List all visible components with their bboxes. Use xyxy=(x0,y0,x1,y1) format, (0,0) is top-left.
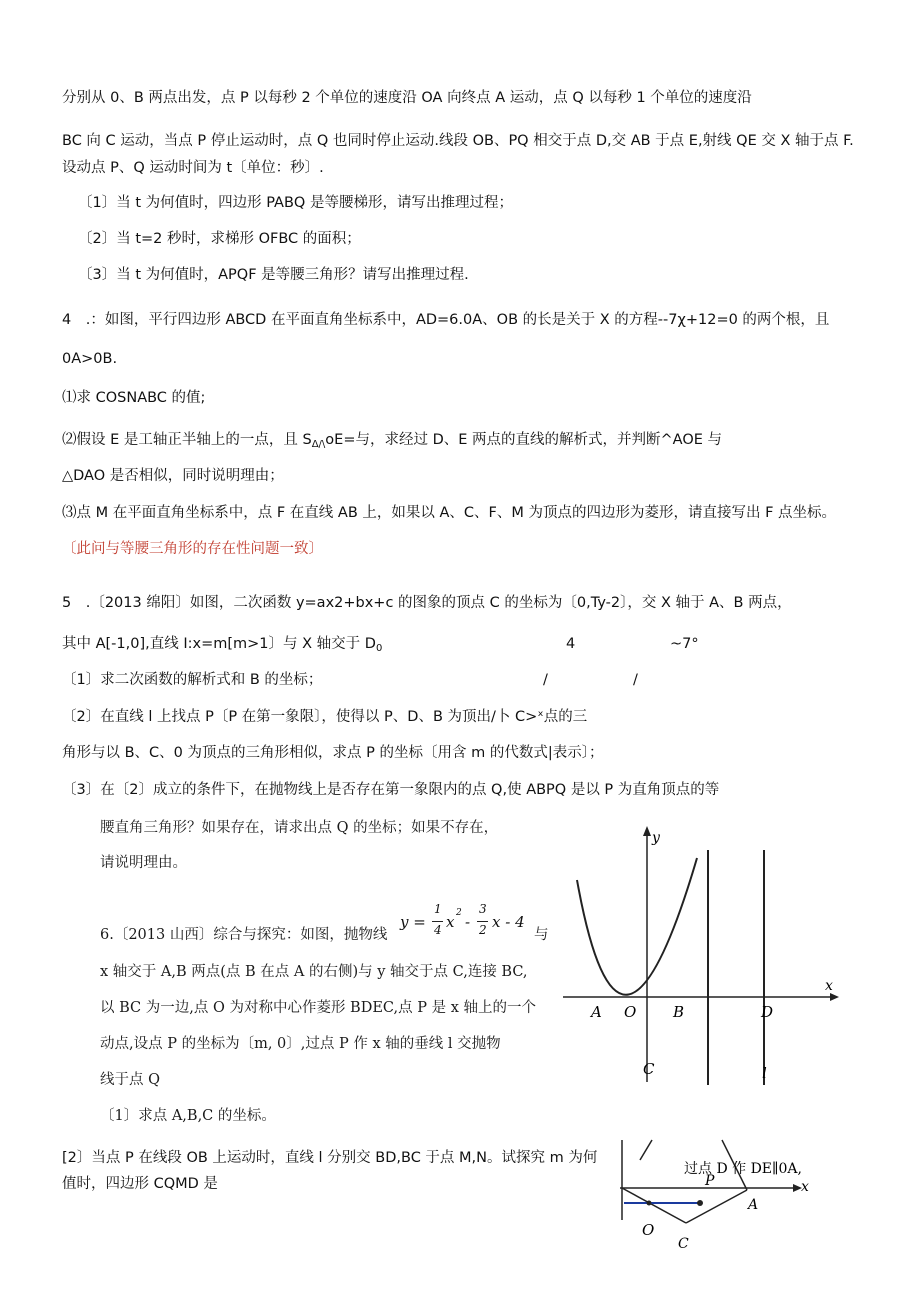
parabola-figure xyxy=(555,820,845,1090)
label-y: y xyxy=(652,830,660,846)
x-axis-arrow-icon xyxy=(830,993,839,1001)
text-line-15-num1: 4 xyxy=(566,636,576,652)
label-l: l xyxy=(762,1064,767,1082)
label-a: A xyxy=(591,1003,602,1021)
text-line-26: 线于点 Q xyxy=(100,1072,160,1088)
fig2-label-c: C xyxy=(678,1236,689,1252)
text-line-29: 值时，四边形 CQMD 是 xyxy=(62,1176,218,1192)
text-line-15 xyxy=(62,634,382,659)
text-line-10-a: ⑵假设 E 是工轴正半轴上的一点，且 S xyxy=(62,432,312,448)
text-line-13-note: 〔此问与等腰三角形的存在性问题一致〕 xyxy=(62,541,323,557)
label-c: C xyxy=(643,1060,655,1078)
text-line-5: 〔2〕当 t=2 秒时，求梯形 OFBC 的面积； xyxy=(78,231,361,247)
formula-exp: 2 xyxy=(456,908,462,918)
text-line-12: ⑶点 M 在平面直角坐标系中，点 F 在直线 AB 上，如果以 A、C、F、M 为顶点的四边形为菱形，请直接写出 F 点坐标。 xyxy=(62,505,837,521)
text-line-23: x 轴交于 A,B 两点(点 B 在点 A 的右侧)与 y 轴交于点 C,连接 BC, xyxy=(100,964,528,980)
label-o: O xyxy=(624,1003,637,1021)
text-line-17: 〔2〕在直线 l 上找点 P〔P 在第一象限〕，使得以 P、D、B 为顶出/卜 C>ˣ点的三 xyxy=(62,709,588,725)
point-left xyxy=(647,1201,652,1206)
fig2-note: 过点 D 作 DE∥0A, xyxy=(684,1161,802,1177)
text-line-1: 分别从 0、B 两点出发，点 P 以每秒 2 个单位的速度沿 OA 向终点 A 运动，点 Q 以每秒 1 个单位的速度沿 xyxy=(62,90,752,106)
label-b: B xyxy=(673,1003,685,1021)
text-line-15-sub: 0 xyxy=(375,643,383,654)
text-line-21: 请说明理由。 xyxy=(100,855,187,871)
text-line-19: 〔3〕在〔2〕成立的条件下，在抛物线上是否存在第一象限内的点 Q,使 ABPQ 是以 P 为直角顶点的等 xyxy=(62,782,720,798)
text-line-24: 以 BC 为一边,点 O 为对称中心作菱形 BDEC,点 P 是 x 轴上的一个 xyxy=(100,1000,536,1016)
text-line-8: 0A>0B. xyxy=(62,351,118,367)
text-line-2: BC 向 C 运动，当点 P 停止运动时，点 Q 也同时停止运动.线段 OB、PQ 相交于点 D,交 AB 于点 E,射线 QE 交 X 轴于点 F. xyxy=(62,133,854,149)
label-d: D xyxy=(761,1003,774,1021)
formula-den-1: 4 xyxy=(434,923,442,937)
label-x: x xyxy=(825,978,833,994)
edge-a-c xyxy=(686,1190,747,1223)
text-line-22-a: 6.〔2013 山西〕综合与探究：如图，抛物线 xyxy=(100,927,388,943)
fig2-label-p: P xyxy=(705,1173,715,1189)
fig2-label-o: O xyxy=(642,1221,655,1239)
point-p xyxy=(697,1200,703,1206)
text-line-28: [2〕当点 P 在线段 OB 上运动时，直线 l 分别交 BD,BC 于点 M,N。试探究 m 为何 xyxy=(62,1150,598,1166)
text-line-16-slash2: / xyxy=(633,672,638,688)
formula-den-2: 2 xyxy=(479,923,487,937)
parabola-curve xyxy=(577,858,697,995)
text-line-15-main: 其中 A[-1,0],直线 I:x=m[m>1〕与 X 轴交于 D xyxy=(62,636,376,652)
formula-tail: x - 4 xyxy=(492,913,525,931)
text-line-16: 〔1〕求二次函数的解析式和 B 的坐标； xyxy=(62,672,323,688)
text-line-9: ⑴求 COSNABC 的值; xyxy=(62,390,206,406)
text-line-7: 4 .：如图，平行四边形 ABCD 在平面直角坐标系中，AD=6.0A、OB 的长是关于 X 的方程--7χ+12=0 的两个根，且 xyxy=(62,312,830,328)
text-line-22-b: 与 xyxy=(534,927,549,943)
text-line-4: 〔1〕当 t 为何值时，四边形 PABQ 是等腰梯形，请写出推理过程； xyxy=(78,195,513,211)
text-line-14: 5 .〔2013 绵阳〕如图，二次函数 y=ax2+bx+c 的图象的顶点 C 的坐标为〔0,Ty-2〕，交 X 轴于 A、B 两点， xyxy=(62,595,792,611)
parabola-formula xyxy=(400,902,532,946)
text-line-10 xyxy=(62,430,722,455)
text-line-25: 动点,设点 P 的坐标为〔m, 0〕,过点 P 作 x 轴的垂线 l 交抛物 xyxy=(100,1036,501,1052)
text-line-6: 〔3〕当 t 为何值时，APQF 是等腰三角形？请写出推理过程. xyxy=(78,267,469,283)
formula-y: y = xyxy=(400,913,426,931)
text-line-18: 角形与以 B、C、0 为顶点的三角形相似，求点 P 的坐标〔用含 m 的代数式|表示〕； xyxy=(62,745,604,761)
text-line-10-b: oE=与，求经过 D、E 两点的直线的解析式，并判断^AOE 与 xyxy=(325,432,723,448)
text-line-11: △DAO 是否相似，同时说明理由； xyxy=(62,468,284,484)
formula-minus: - xyxy=(465,913,471,931)
rhombus-figure xyxy=(610,1135,815,1260)
edge-o-c xyxy=(622,1188,686,1223)
text-line-27: 〔1〕求点 A,B,C 的坐标。 xyxy=(100,1108,276,1124)
edge-top xyxy=(640,1140,652,1160)
y-axis-arrow-icon xyxy=(643,826,651,836)
text-line-16-slash1: / xyxy=(543,672,548,688)
text-line-15-num2: ~7° xyxy=(670,636,699,652)
fig2-label-x: x xyxy=(801,1179,809,1195)
formula-num-2: 3 xyxy=(479,902,487,916)
formula-num-1: 1 xyxy=(434,902,442,916)
text-line-20: 腰直角三角形？如果存在，请求出点 Q 的坐标；如果不存在， xyxy=(100,820,499,836)
formula-x2: x xyxy=(446,913,455,931)
text-line-3: 设动点 P、Q 运动时间为 t〔单位：秒〕. xyxy=(62,160,324,176)
text-line-10-sub: Δ/\ xyxy=(311,439,326,450)
fig2-label-a: A xyxy=(748,1197,759,1213)
